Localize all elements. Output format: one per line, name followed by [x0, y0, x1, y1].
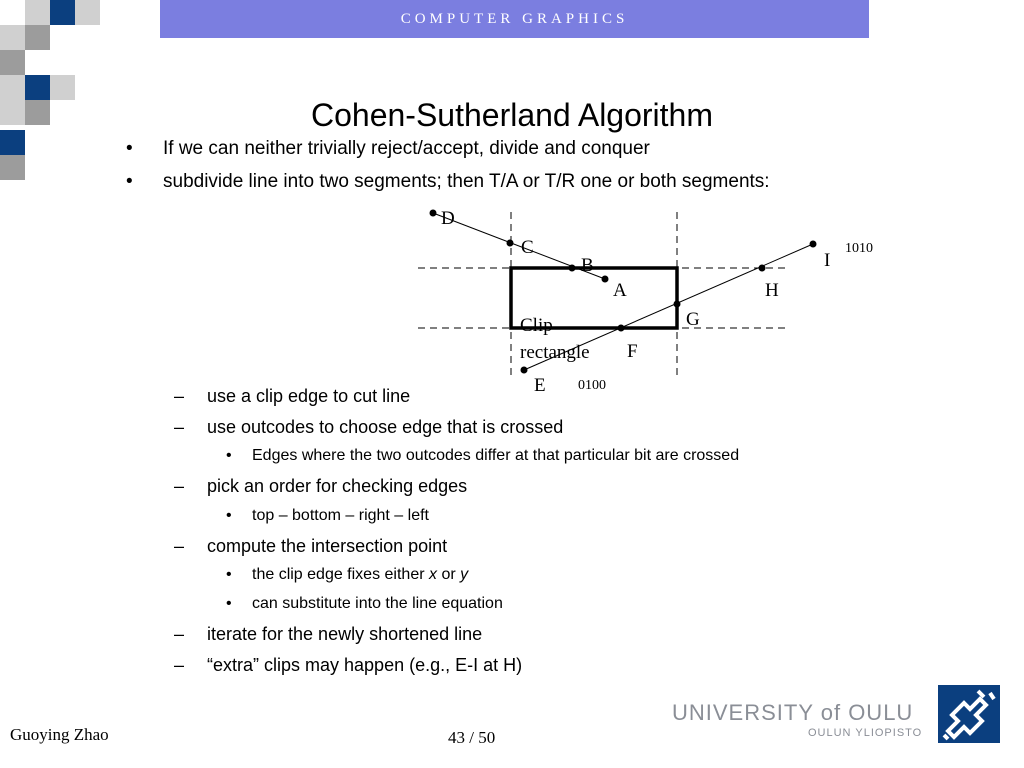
- point-a: [602, 276, 609, 283]
- sub-item: – pick an order for checking edges: [174, 476, 468, 496]
- point-b: [569, 265, 576, 272]
- label-c: C: [521, 237, 534, 258]
- label-i: I: [824, 250, 831, 271]
- sub-item: – iterate for the newly shortened line: [174, 624, 483, 644]
- point-i: [810, 241, 817, 248]
- label-a: A: [613, 280, 627, 301]
- sub-item: – use outcodes to choose edge that is crossed: [174, 417, 564, 437]
- university-name: UNIVERSITY of OULU: [672, 700, 914, 725]
- point-h: [759, 265, 766, 272]
- course-banner: COMPUTER GRAPHICS: [160, 0, 869, 38]
- point-d: [430, 210, 437, 217]
- sub-item: – use a clip edge to cut line: [174, 386, 411, 406]
- outcode-e: 0100: [578, 378, 606, 393]
- university-name-fi: OULUN YLIOPISTO: [808, 727, 923, 739]
- point-g: [674, 301, 681, 308]
- slide-title: Cohen-Sutherland Algorithm: [310, 97, 713, 133]
- point-f: [618, 325, 625, 332]
- sub-sub-item: • can substitute into the line equation: [226, 595, 503, 612]
- sub-sub-item: • Edges where the two outcodes differ at that particular bit are crossed: [226, 447, 740, 464]
- bullet-icon: •: [126, 138, 133, 159]
- clip-label: Clip: [520, 315, 553, 336]
- university-logo-icon: [938, 685, 1000, 743]
- label-h: H: [765, 280, 779, 301]
- label-g: G: [686, 309, 700, 330]
- label-f: F: [627, 341, 638, 362]
- sub-sub-item: • the clip edge fixes either x or y: [226, 566, 469, 583]
- outcode-i: 1010: [845, 241, 873, 256]
- bullet-icon: •: [126, 171, 133, 192]
- label-e: E: [534, 375, 546, 396]
- rectangle-label: rectangle: [520, 342, 590, 363]
- sub-item: – “extra” clips may happen (e.g., E-I at H): [174, 655, 523, 675]
- sub-item: – compute the intersection point: [174, 536, 448, 556]
- page-number: 43 / 50: [448, 728, 496, 747]
- point-e: [521, 367, 528, 374]
- sub-sub-item: • top – bottom – right – left: [226, 507, 429, 524]
- label-b: B: [581, 255, 594, 276]
- label-d: D: [441, 208, 455, 229]
- point-c: [507, 240, 514, 247]
- author-name: Guoying Zhao: [10, 725, 109, 744]
